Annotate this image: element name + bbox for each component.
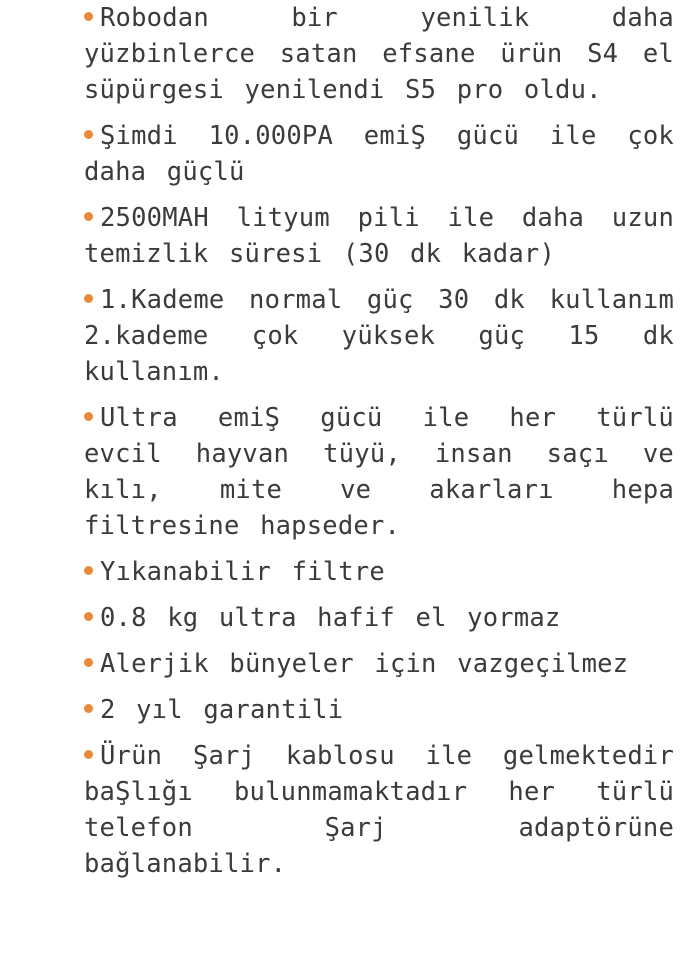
list-item	[84, 118, 674, 190]
list-item	[84, 692, 674, 728]
feature-text: Yıkanabilir filtre	[100, 557, 385, 587]
list-item	[84, 400, 674, 544]
list-item	[84, 0, 674, 108]
feature-text: Ürün Şarj kablosu ile gelmektedir baŞlığı bulunmamaktadır her türlü telefon Şarj adaptörüne bağlanabilir.	[84, 741, 674, 879]
bullet-icon	[84, 212, 93, 221]
bullet-icon	[84, 12, 93, 21]
list-item	[84, 600, 674, 636]
feature-text: 2500MAH lityum pili ile daha uzun temizlik süresi (30 dk kadar)	[84, 203, 674, 269]
bullet-icon	[84, 658, 93, 667]
bullet-icon	[84, 130, 93, 139]
bullet-icon	[84, 750, 93, 759]
feature-text: Alerjik bünyeler için vazgeçilmez	[100, 649, 629, 679]
feature-text: Ultra emiŞ gücü ile her türlü evcil hayvan tüyü, insan saçı ve kılı, mite ve akarları hepa filtresine hapseder.	[84, 403, 674, 541]
feature-text: 2 yıl garantili	[100, 695, 344, 725]
bullet-icon	[84, 294, 93, 303]
feature-text: 0.8 kg ultra hafif el yormaz	[100, 603, 561, 633]
list-item	[84, 646, 674, 682]
list-item	[84, 738, 674, 882]
bullet-icon	[84, 704, 93, 713]
list-item	[84, 282, 674, 390]
bullet-icon	[84, 566, 93, 575]
feature-text: Robodan bir yenilik daha yüzbinlerce satan efsane ürün S4 el süpürgesi yenilendi S5 pro oldu.	[84, 3, 674, 105]
bullet-icon	[84, 612, 93, 621]
feature-text: 1.Kademe normal güç 30 dk kullanım 2.kademe çok yüksek güç 15 dk kullanım.	[84, 285, 674, 387]
bullet-icon	[84, 412, 93, 421]
list-item	[84, 554, 674, 590]
list-item	[84, 200, 674, 272]
feature-text: Şimdi 10.000PA emiŞ gücü ile çok daha güçlü	[84, 121, 674, 187]
feature-list	[84, 0, 674, 892]
